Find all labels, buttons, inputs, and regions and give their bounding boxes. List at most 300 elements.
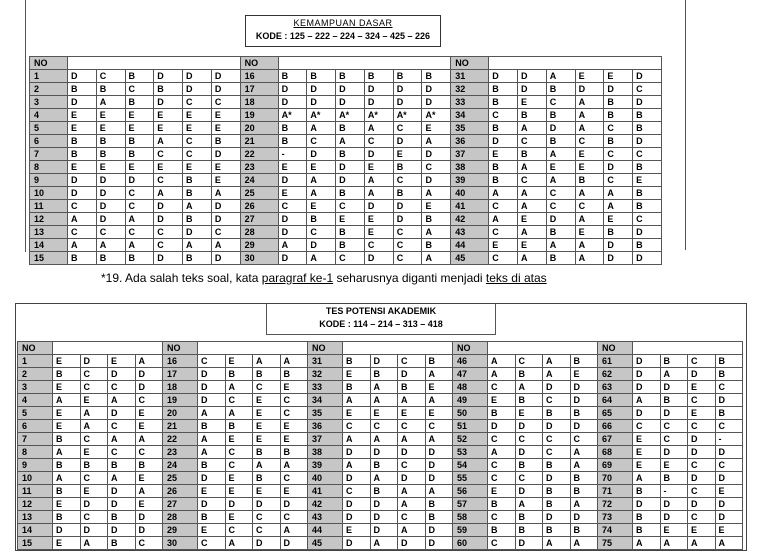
kd-answer-cell: D [183, 70, 212, 83]
kd-answer-cell: E [575, 70, 604, 83]
kd-answer-cell: B [183, 213, 212, 226]
tpa-answer-cell: A [198, 433, 226, 446]
tpa-answer-cell: D [370, 446, 398, 459]
tpa-answer-cell: D [543, 472, 571, 485]
tpa-question-number: 44 [308, 524, 343, 537]
tpa-answer-cell: A [80, 537, 108, 550]
tpa-answer-cell: D [425, 472, 453, 485]
tpa-answer-cell: B [53, 368, 81, 381]
kd-answer-cell: D [336, 174, 365, 187]
tpa-question-number: 34 [308, 394, 343, 407]
tpa-answer-cell: C [488, 433, 516, 446]
tpa-answer-cell: A [515, 498, 543, 511]
tpa-question-number: 23 [163, 446, 198, 459]
kd-question-number: 13 [30, 226, 68, 239]
kd-answer-cell: B [633, 109, 662, 122]
tpa-question-number: 19 [163, 394, 198, 407]
table-row [18, 446, 743, 459]
kd-answer-cell: A [154, 187, 183, 200]
kd-answer-cell: D [393, 200, 422, 213]
tpa-answer-cell: E [660, 459, 688, 472]
kd-answer-cell: D [278, 226, 307, 239]
kd-answer-cell: D [604, 239, 633, 252]
tpa-answer-cell: A [515, 381, 543, 394]
tpa-answer-cell: D [80, 498, 108, 511]
tpa-answer-cell: A [488, 355, 516, 368]
tpa-question-number: 75 [598, 537, 633, 550]
kd-question-number: 43 [451, 226, 489, 239]
tpa-answer-cell: C [253, 524, 281, 537]
tpa-answer-cell: B [108, 459, 136, 472]
tpa-question-number: 22 [163, 433, 198, 446]
kd-answer-cell: B [633, 161, 662, 174]
tpa-answer-cell: A [543, 355, 571, 368]
tpa-answer-cell: A [108, 433, 136, 446]
table-row [18, 498, 743, 511]
table-row [18, 472, 743, 485]
tpa-answer-cell: D [633, 355, 661, 368]
tpa-answer-cell: A [53, 472, 81, 485]
tpa-question-number: 12 [18, 498, 53, 511]
kd-answer-cell: D [96, 174, 125, 187]
kd-answer-cell: E [633, 174, 662, 187]
tpa-answer-cell: B [53, 485, 81, 498]
tpa-answer-cell: E [225, 355, 253, 368]
tpa-answer-cell: C [543, 446, 571, 459]
tpa-answer-cell: E [715, 524, 743, 537]
kd-question-number: 21 [240, 135, 278, 148]
tpa-answer-cell: E [53, 537, 81, 550]
kd-answer-cell: D [604, 161, 633, 174]
kd-answer-cell: C [393, 239, 422, 252]
kd-answer-cell: C [604, 148, 633, 161]
tpa-answer-cell: B [660, 472, 688, 485]
tpa-answer-cell: D [570, 381, 598, 394]
kd-answer-cell: C [422, 161, 451, 174]
tpa-answer-cell: D [398, 368, 426, 381]
tpa-answer-cell: B [53, 511, 81, 524]
tpa-answer-cell: E [280, 381, 308, 394]
tpa-answer-cell: A [80, 420, 108, 433]
kd-answer-cell: D [183, 83, 212, 96]
kd-answer-cell: E [489, 148, 518, 161]
tpa-answer-cell: D [343, 537, 371, 550]
tpa-answer-cell: C [660, 433, 688, 446]
tpa-answer-cell: A [280, 524, 308, 537]
tpa-answer-cell: D [633, 498, 661, 511]
kd-answer-cell: D [125, 174, 154, 187]
tpa-answer-cell: E [633, 433, 661, 446]
kd-answer-cell: B [336, 187, 365, 200]
tpa-answer-cell: D [225, 498, 253, 511]
tpa-question-number: 57 [453, 498, 488, 511]
tpa-answer-cell: E [398, 407, 426, 420]
tpa-question-number: 26 [163, 485, 198, 498]
kd-answer-cell: B [211, 135, 240, 148]
kd-answer-cell: C [154, 174, 183, 187]
kd-question-number: 37 [451, 148, 489, 161]
kd-answer-cell: D [211, 70, 240, 83]
tpa-answer-cell: E [198, 524, 226, 537]
kd-answer-cell: E [154, 161, 183, 174]
kd-answer-cell: A [575, 187, 604, 200]
tpa-answer-cell: C [108, 420, 136, 433]
note-underline-2: teks di atas [485, 271, 547, 285]
kd-answer-cell: C [546, 187, 575, 200]
kd-answer-cell: C [154, 148, 183, 161]
kd-answer-cell: E [96, 109, 125, 122]
table-row [18, 407, 743, 420]
kd-answer-cell: B [489, 96, 518, 109]
kd-answer-cell: A* [393, 109, 422, 122]
kd-question-number: 3 [30, 96, 68, 109]
kd-answer-cell: A [575, 122, 604, 135]
tpa-answer-cell: A [425, 394, 453, 407]
tpa-answer-cell: C [488, 459, 516, 472]
tpa-question-number: 3 [18, 381, 53, 394]
kd-answer-cell: B [125, 148, 154, 161]
tpa-question-number: 35 [308, 407, 343, 420]
table-row [30, 252, 662, 265]
tpa-answer-cell: A [225, 537, 253, 550]
table-row [30, 200, 662, 213]
kd-answer-cell: A* [278, 109, 307, 122]
tpa-answer-cell: - [660, 485, 688, 498]
kd-answer-cell: D [154, 70, 183, 83]
tpa-answer-cell: A [398, 485, 426, 498]
kd-answer-cell: D [278, 174, 307, 187]
tpa-question-number: 11 [18, 485, 53, 498]
kd-answer-cell: E [278, 161, 307, 174]
kd-answer-cell: D [211, 213, 240, 226]
kd-answer-cell: B [336, 226, 365, 239]
kd-answer-cell: C [307, 226, 336, 239]
tpa-question-number: 21 [163, 420, 198, 433]
kd-answer-cell: A [307, 252, 336, 265]
tpa-answer-cell: B [715, 368, 743, 381]
tpa-question-number: 32 [308, 368, 343, 381]
kd-answer-cell: C [393, 252, 422, 265]
tpa-answer-cell: B [543, 524, 571, 537]
kd-answer-cell: D [211, 148, 240, 161]
kd-question-number: 35 [451, 122, 489, 135]
tpa-answer-cell: B [633, 511, 661, 524]
kd-question-number: 8 [30, 161, 68, 174]
kd-answer-cell: D [278, 83, 307, 96]
tpa-answer-cell: D [108, 407, 136, 420]
tpa-answer-cell: D [108, 498, 136, 511]
tpa-answer-cell: D [633, 381, 661, 394]
tpa-question-number: 9 [18, 459, 53, 472]
tpa-answer-cell: D [135, 381, 163, 394]
tpa-question-number: 25 [163, 472, 198, 485]
kd-answer-cell: C [125, 226, 154, 239]
tpa-answer-cell: D [688, 446, 716, 459]
kd-answer-cell: E [154, 122, 183, 135]
tpa-answer-cell: E [425, 381, 453, 394]
tpa-answer-cell: B [225, 368, 253, 381]
tpa-question-number: 39 [308, 459, 343, 472]
tpa-answer-cell: C [543, 394, 571, 407]
tpa-answer-cell: C [488, 472, 516, 485]
kd-answer-cell: E [96, 122, 125, 135]
kd-question-number: 33 [451, 96, 489, 109]
kd-answer-cell: E [575, 226, 604, 239]
kd-answer-cell: B [96, 252, 125, 265]
kd-answer-cell: A [575, 109, 604, 122]
kd-answer-cell: B [546, 226, 575, 239]
tpa-answer-cell: A [370, 394, 398, 407]
tpa-question-number: 48 [453, 381, 488, 394]
tpa-answer-cell: A [398, 433, 426, 446]
kd-answer-cell: D [67, 96, 96, 109]
tpa-answer-cell: A [370, 472, 398, 485]
kd-answer-cell: B [546, 109, 575, 122]
tpa-answer-cell: D [660, 407, 688, 420]
kd-answer-cell: B [154, 83, 183, 96]
kd-no-header: NO [30, 57, 68, 70]
tpa-answer-cell: D [108, 368, 136, 381]
tpa-answer-cell: B [198, 420, 226, 433]
tpa-answer-cell: E [688, 407, 716, 420]
table-row [18, 420, 743, 433]
tpa-answer-cell: D [660, 511, 688, 524]
kd-answer-cell: C [489, 200, 518, 213]
kd-answer-cell: C [546, 200, 575, 213]
tpa-answer-cell: B [370, 459, 398, 472]
kd-answer-cell: E [575, 148, 604, 161]
kd-answer-cell: C [393, 122, 422, 135]
kd-answer-cell: C [307, 135, 336, 148]
kd-answer-cell: C [489, 109, 518, 122]
tpa-question-number: 2 [18, 368, 53, 381]
tpa-answer-cell: D [688, 472, 716, 485]
tpa-answer-cell: B [80, 459, 108, 472]
kd-answer-cell: B [422, 213, 451, 226]
tpa-question-number: 60 [453, 537, 488, 550]
note-mid: seharusnya diganti menjadi [333, 271, 486, 285]
kd-answer-cell: A* [422, 109, 451, 122]
kd-question-number: 18 [240, 96, 278, 109]
kd-question-number: 5 [30, 122, 68, 135]
kd-question-number: 11 [30, 200, 68, 213]
tpa-answer-cell: D [253, 498, 281, 511]
kd-answer-cell: D [364, 148, 393, 161]
tpa-answer-cell: D [398, 537, 426, 550]
kd-answer-cell: C [211, 226, 240, 239]
tpa-question-number: 59 [453, 524, 488, 537]
tpa-answer-cell: A [53, 446, 81, 459]
tpa-answer-cell: C [225, 446, 253, 459]
kd-answer-table [29, 56, 662, 265]
kd-answer-cell: B [67, 252, 96, 265]
tpa-question-number: 18 [163, 381, 198, 394]
tpa-answer-cell: E [633, 446, 661, 459]
table-row [30, 122, 662, 135]
kd-answer-cell: E [125, 161, 154, 174]
table-row [30, 70, 662, 83]
tpa-answer-cell: A [570, 537, 598, 550]
tpa-answer-cell: C [633, 420, 661, 433]
tpa-answer-cell: C [135, 394, 163, 407]
kd-answer-cell: A* [307, 109, 336, 122]
tpa-answer-cell: B [225, 420, 253, 433]
tpa-answer-cell: A [108, 472, 136, 485]
kd-answer-cell: D [278, 96, 307, 109]
tpa-answer-cell: D [108, 524, 136, 537]
tpa-question-number: 50 [453, 407, 488, 420]
kd-question-number: 14 [30, 239, 68, 252]
tpa-answer-cell: D [488, 420, 516, 433]
right-edge-line [685, 0, 686, 250]
kd-answer-cell: C [489, 226, 518, 239]
tpa-answer-cell: E [425, 407, 453, 420]
tpa-answer-cell: E [198, 485, 226, 498]
tpa-no-header: NO [163, 342, 198, 355]
tpa-answer-cell: A [370, 433, 398, 446]
tpa-header-spacer [343, 342, 453, 355]
kd-answer-cell: E [67, 122, 96, 135]
kd-answer-cell: D [307, 83, 336, 96]
table-row [18, 368, 743, 381]
tpa-question-number: 71 [598, 485, 633, 498]
kd-answer-cell: D [604, 252, 633, 265]
tpa-answer-cell: B [660, 394, 688, 407]
kd-answer-cell: A [518, 187, 547, 200]
kd-answer-cell: D [154, 252, 183, 265]
kd-answer-cell: E [211, 122, 240, 135]
kd-answer-cell: D [67, 70, 96, 83]
kd-answer-cell: D [364, 96, 393, 109]
kd-answer-cell: C [364, 239, 393, 252]
tpa-answer-cell: C [488, 511, 516, 524]
table-row [30, 161, 662, 174]
kd-answer-cell: D [518, 70, 547, 83]
tpa-answer-cell: C [280, 511, 308, 524]
tpa-answer-cell: A [343, 394, 371, 407]
kd-answer-cell: E [307, 161, 336, 174]
tpa-answer-cell: B [253, 472, 281, 485]
kd-question-number: 38 [451, 161, 489, 174]
kd-question-number: 30 [240, 252, 278, 265]
tpa-answer-cell: B [570, 485, 598, 498]
tpa-answer-cell: A [425, 368, 453, 381]
tpa-answer-cell: E [53, 420, 81, 433]
kd-answer-cell: E [393, 148, 422, 161]
kd-question-number: 39 [451, 174, 489, 187]
tpa-answer-cell: E [225, 433, 253, 446]
tpa-question-number: 64 [598, 394, 633, 407]
kd-answer-cell: A [546, 148, 575, 161]
kd-answer-cell: A [67, 213, 96, 226]
tpa-answer-cell: D [570, 394, 598, 407]
tpa-no-header: NO [308, 342, 343, 355]
tpa-question-number: 51 [453, 420, 488, 433]
tpa-answer-cell: C [515, 433, 543, 446]
kd-answer-cell: A [518, 226, 547, 239]
kd-answer-cell: B [489, 161, 518, 174]
tpa-answer-cell: C [688, 459, 716, 472]
kd-answer-cell: A [307, 174, 336, 187]
tpa-answer-cell: D [135, 511, 163, 524]
table-row [18, 394, 743, 407]
kd-answer-cell: D [154, 96, 183, 109]
tpa-answer-cell: A [398, 524, 426, 537]
kd-answer-cell: D [633, 226, 662, 239]
kd-answer-cell: A [211, 239, 240, 252]
tpa-answer-cell: D [280, 537, 308, 550]
tpa-answer-cell: C [488, 381, 516, 394]
tpa-answer-cell: A [570, 446, 598, 459]
kd-answer-cell: B [278, 135, 307, 148]
kd-answer-cell: C [154, 226, 183, 239]
tpa-answer-cell: E [343, 524, 371, 537]
tpa-answer-cell: D [715, 511, 743, 524]
kd-answer-cell: C [393, 174, 422, 187]
table-row [30, 83, 662, 96]
kd-answer-cell: D [278, 252, 307, 265]
kd-answer-cell: D [211, 252, 240, 265]
kd-answer-cell: B [546, 135, 575, 148]
kd-answer-cell: B [518, 109, 547, 122]
tpa-answer-cell: A [370, 381, 398, 394]
tpa-answer-cell: D [515, 420, 543, 433]
tpa-question-number: 27 [163, 498, 198, 511]
note-underline-1: paragraf ke-1 [261, 271, 334, 285]
tpa-answer-cell: A [280, 355, 308, 368]
kd-question-number: 31 [451, 70, 489, 83]
kd-answer-cell: A [575, 239, 604, 252]
kd-answer-cell: E [364, 161, 393, 174]
tpa-answer-cell: B [108, 537, 136, 550]
tpa-answer-cell: E [80, 485, 108, 498]
tpa-answer-cell: B [515, 459, 543, 472]
tpa-answer-cell: C [108, 446, 136, 459]
kd-answer-cell: D [393, 83, 422, 96]
kd-question-number: 27 [240, 213, 278, 226]
kd-answer-cell: C [546, 96, 575, 109]
tpa-answer-cell: C [425, 420, 453, 433]
tpa-answer-cell: B [53, 433, 81, 446]
tpa-question-number: 63 [598, 381, 633, 394]
kd-answer-cell: A [575, 96, 604, 109]
kd-answer-cell: B [336, 239, 365, 252]
erratum-note [101, 271, 547, 285]
tpa-question-number: 37 [308, 433, 343, 446]
kd-answer-cell: D [422, 83, 451, 96]
kd-answer-cell: A [183, 239, 212, 252]
kd-answer-cell: B [546, 252, 575, 265]
tpa-answer-cell: E [370, 407, 398, 420]
kd-answer-cell: B [393, 187, 422, 200]
tpa-answer-cell: C [80, 381, 108, 394]
kd-answer-cell: A [96, 96, 125, 109]
kd-answer-cell: B [125, 252, 154, 265]
tpa-question-number: 20 [163, 407, 198, 420]
kd-answer-cell: D [422, 148, 451, 161]
tpa-answer-cell: D [425, 459, 453, 472]
kd-answer-cell: E [67, 161, 96, 174]
kd-answer-cell: D [489, 70, 518, 83]
tpa-answer-cell: C [570, 433, 598, 446]
kd-answer-cell: D [633, 135, 662, 148]
tpa-title: TES POTENSI AKADEMIK [325, 306, 437, 316]
tpa-question-number: 47 [453, 368, 488, 381]
tpa-answer-cell: B [280, 446, 308, 459]
kd-answer-cell: D [307, 239, 336, 252]
tpa-answer-cell: C [280, 472, 308, 485]
tpa-answer-cell: E [688, 381, 716, 394]
